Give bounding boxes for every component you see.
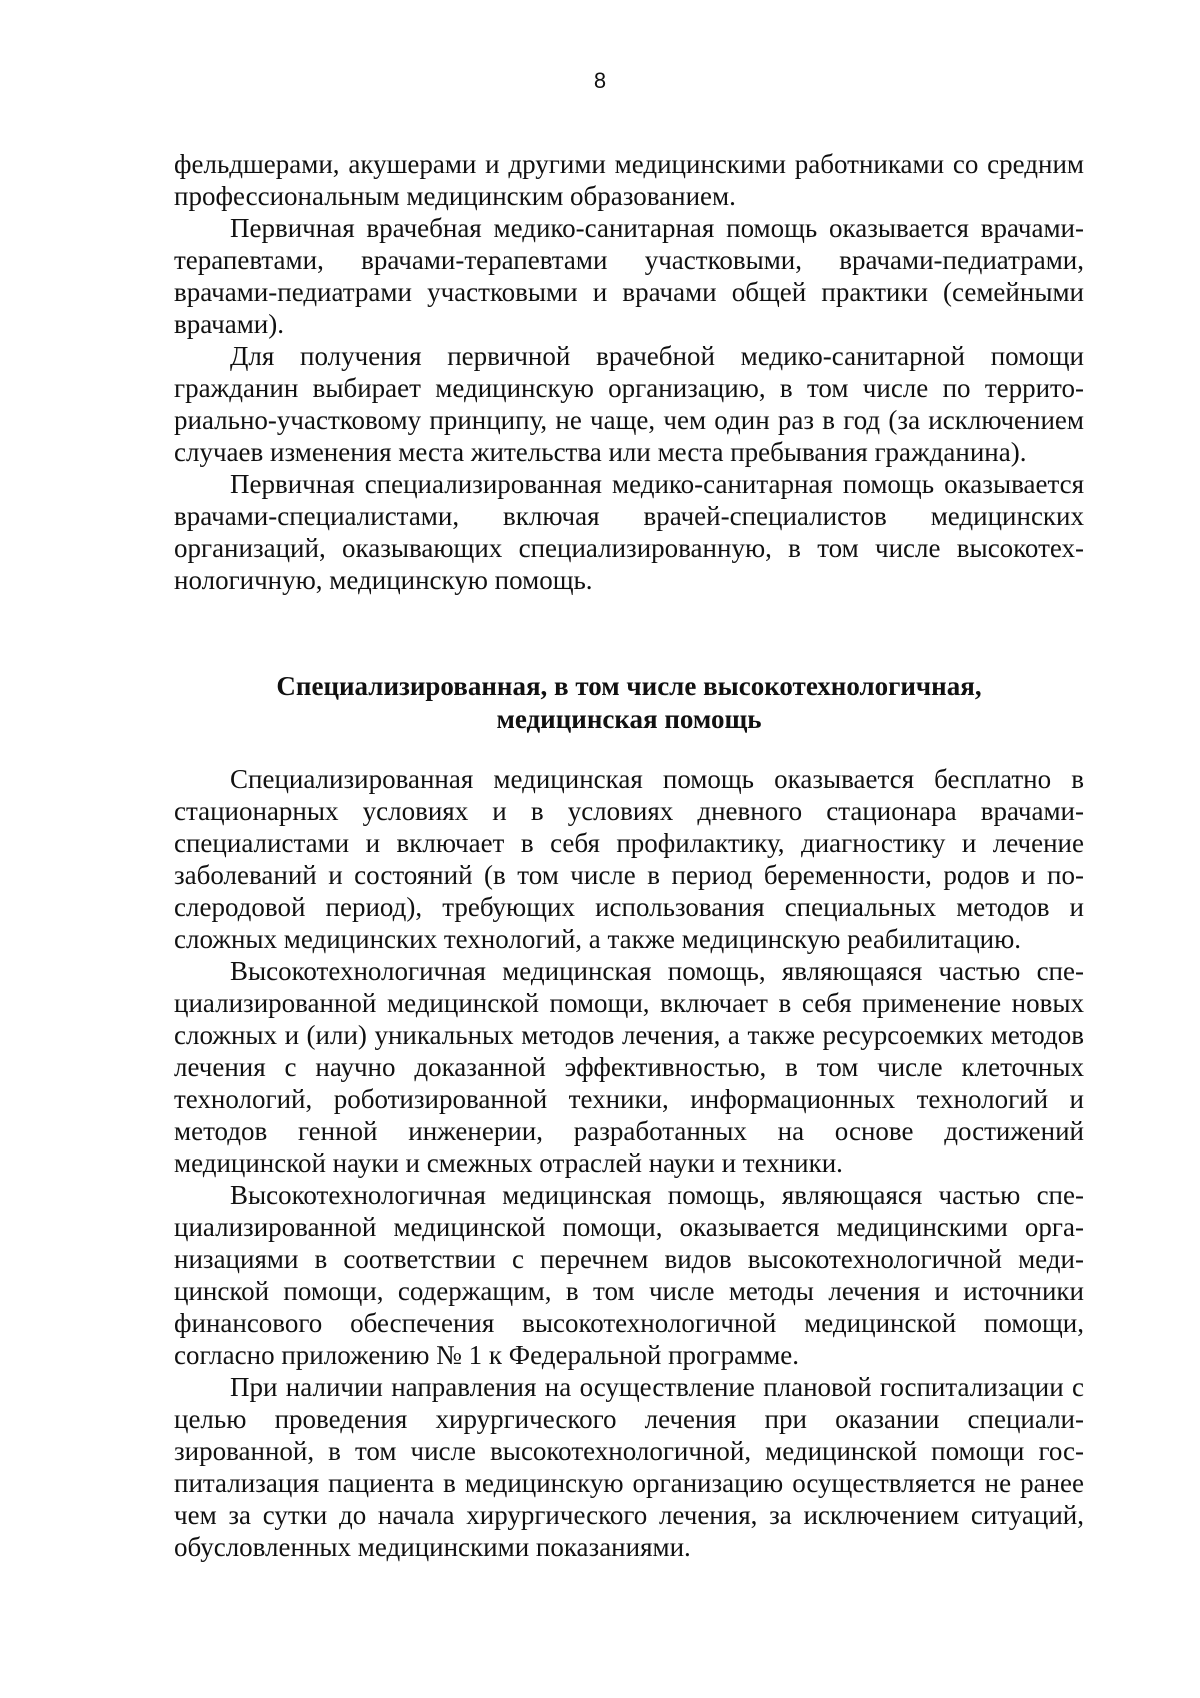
- paragraph-high-tech-care-providers: Высокотехнологичная медицинская помощь, являющаяся частью специализированной медицинской помощи, оказывается медицинскими организациями в соответствии с перечнем видов высокотехнологичной медицинской помощи, содержащим, в том числе методы лечения и источники финансового обеспечения высокотехнологичной медицинской помощи, согласно приложению № 1 к Федеральной программе.: [174, 1180, 1084, 1370]
- section-heading: [174, 670, 1084, 736]
- paragraph-primary-specialized-care: Первичная специализированная медико-санитарная помощь оказывается врачами-специалистами, включая врачей-специалистов медицинских организаций, оказывающих специализированную, в том числе высокотехнологичную, медицинскую помощь.: [174, 469, 1084, 595]
- paragraph-primary-physician-care: Первичная врачебная медико-санитарная помощь оказывается врачами-терапевтами, врачами-терапевтами участковыми, врачами-педиатрами, врачами-педиатрами участковыми и врачами общей практики (семейными врачами).: [174, 213, 1084, 339]
- section-text-block: [174, 763, 1084, 1563]
- section-heading-line-2: медицинская помощь: [496, 704, 762, 734]
- section-heading-line-1: Специализированная, в том числе высокотехнологичная,: [276, 671, 982, 701]
- paragraph-choice-of-organization: Для получения первичной врачебной медико-санитарной помощи гражданин выбирает медицинскую организацию, в том числе по территориально-участковому принципу, не чаще, чем один раз в год (за исключением случаев изменения места жительства или места пребывания гражданина).: [174, 341, 1084, 467]
- page-number: 8: [593, 68, 607, 93]
- paragraph-continuation: фельдшерами, акушерами и другими медицинскими работниками со средним профессиональным медицинским образованием.: [174, 149, 1084, 211]
- intro-text-block: [174, 148, 1084, 596]
- paragraph-high-tech-care-definition: Высокотехнологичная медицинская помощь, являющаяся частью специализированной медицинской помощи, включает в себя применение новых сложных и (или) уникальных методов лечения, а также ресурсоемких методов лечения с научно доказанной эффективностью, в том числе клеточных технологий, роботизированной техники, информационных технологий и методов генной инженерии, разработанных на основе достижений медицинской науки и смежных отраслей науки и техники.: [174, 956, 1084, 1178]
- paragraph-specialized-care: Специализированная медицинская помощь оказывается бесплатно в стационарных условиях и в условиях дневного стационара врачами-специалистами и включает в себя профилактику, диагностику и лечение заболеваний и состояний (в том числе в период беременности, родов и послеродовой период), требующих использования специальных методов и сложных медицинских технологий, а также медицинскую реабилитацию.: [174, 764, 1084, 954]
- paragraph-planned-hospitalization: При наличии направления на осуществление плановой госпитализации с целью проведения хирургического лечения при оказании специализированной, в том числе высокотехнологичной, медицинской помощи госпитализация пациента в медицинскую организацию осуществляется не ранее чем за сутки до начала хирургического лечения, за исключением ситуаций, обусловленных медицинскими показаниями.: [174, 1372, 1084, 1562]
